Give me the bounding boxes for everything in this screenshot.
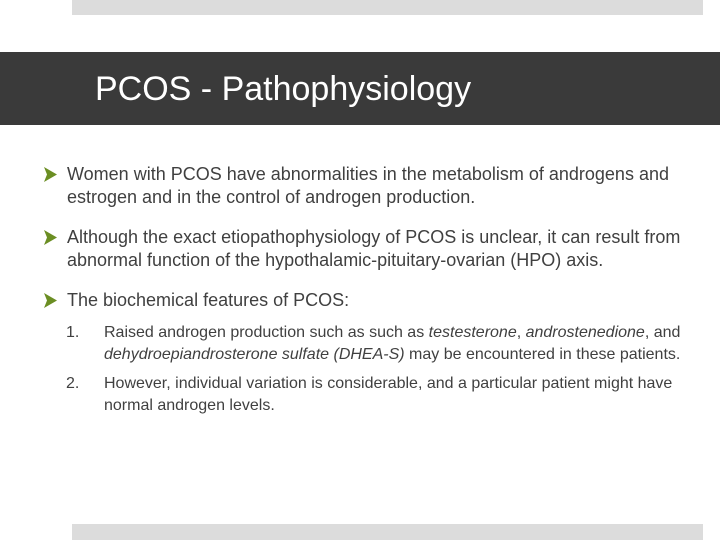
text-segment: may be encountered in these patients.: [404, 346, 681, 363]
arrow-bullet-icon: [44, 167, 57, 182]
item-text: [104, 322, 684, 366]
item-text: However, individual variation is considerable, and a particular patient might have normal androgen levels.: [104, 375, 673, 414]
item-number: 1.: [66, 324, 80, 341]
slide-content: [44, 163, 684, 424]
numbered-item: [66, 322, 684, 366]
numbered-item: [66, 373, 684, 417]
bullet-text: Although the exact etiopathophysiology of PCOS is unclear, it can result from abnormal function of the hypothalamic-pituitary-ovarian (HPO) axis.: [67, 227, 681, 270]
compound-name: androstenedione: [525, 324, 645, 341]
compound-name: dehydroepiandrosterone sulfate (DHEA-S): [104, 346, 405, 363]
top-decor-bar: [72, 0, 703, 15]
bullet-text: The biochemical features of PCOS:: [67, 290, 350, 310]
text-segment: ,: [516, 324, 526, 341]
bullet-item: [44, 226, 684, 272]
item-number: 2.: [66, 375, 80, 392]
arrow-bullet-icon: [44, 230, 57, 245]
slide-title: PCOS - Pathophysiology: [95, 70, 472, 108]
arrow-bullet-icon: [44, 293, 57, 308]
text-segment: Raised androgen production such as such as: [104, 324, 429, 341]
compound-name: testesterone: [428, 324, 517, 341]
text-segment: , and: [644, 324, 681, 341]
title-band: [0, 52, 720, 125]
bullet-text: Women with PCOS have abnormalities in the metabolism of androgens and estrogen and in the control of androgen production.: [67, 164, 669, 207]
bullet-item: [44, 163, 684, 209]
bottom-decor-bar: [72, 524, 703, 540]
numbered-list: [44, 322, 684, 417]
bullet-item: [44, 289, 684, 312]
